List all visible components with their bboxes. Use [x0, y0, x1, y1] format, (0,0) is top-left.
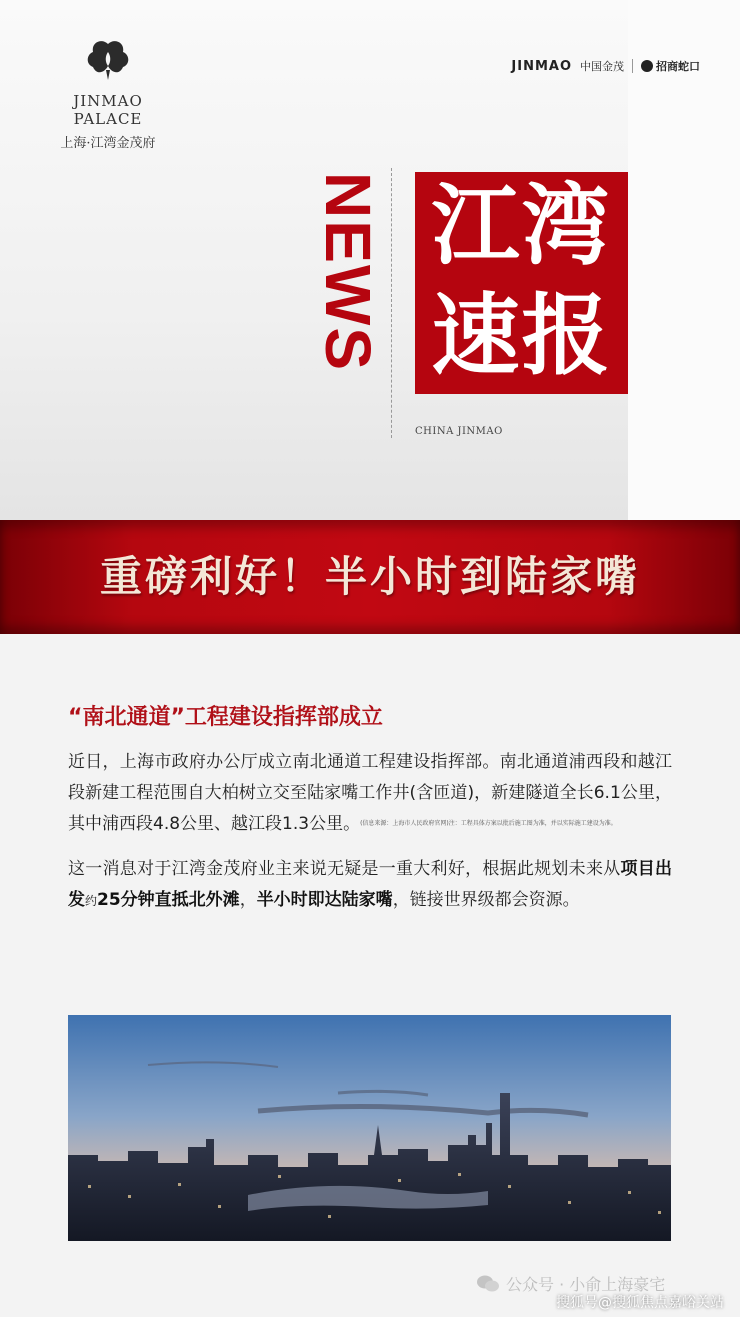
article-body [68, 700, 672, 917]
p2-b: 项目出发 [68, 859, 672, 910]
logo-divider [632, 59, 633, 73]
jinmao-wordmark: JINMAO [511, 58, 572, 74]
p2-c: 约 [85, 894, 98, 908]
news-text: NEWS [312, 172, 384, 372]
source-note: (信息来源：上海市人民政府官网)注：工程具体方案以批后施工图为准，并以实际施工建设为准。 [360, 820, 617, 827]
skyline-photo [68, 1015, 671, 1241]
title-line-2: 速报 [431, 284, 612, 387]
dashed-divider [391, 168, 392, 438]
cmk-logo [641, 58, 700, 74]
title-line-1: 江湾 [431, 174, 612, 277]
wechat-account: 公众号 · 小俞上海豪宅 [506, 1275, 666, 1294]
partner-logos [511, 58, 700, 74]
headline-banner [0, 520, 740, 634]
p2-a: 这一消息对于江湾金茂府业主来说无疑是一重大利好，根据此规划未来从 [68, 859, 621, 879]
section-title: “南北通道”工程建设指挥部成立 [68, 705, 383, 730]
wechat-icon [476, 1274, 500, 1294]
title-block [415, 172, 628, 394]
paragraph-1-text: 近日，上海市政府办公厅成立南北通道工程建设指挥部。南北通道浦西段和越江段新建工程范围自大柏树立交至陆家嘴工作井(含匝道)，新建隧道全长6.1公里，其中浦西段4.8公里、越江段1.3公里。 [68, 752, 672, 834]
p2-f: 半小时即达陆家嘴 [256, 890, 393, 910]
logo-english: JINMAO PALACE [73, 92, 143, 128]
news-vertical-label [312, 172, 384, 402]
cmk-text: 招商蛇口 [656, 60, 700, 73]
paragraph-1 [68, 747, 672, 840]
china-jinmao-caption: CHINA JINMAO [415, 426, 503, 437]
sohu-watermark: 搜狐号@搜狐焦点嘉峪关站 [556, 1295, 724, 1311]
headline-text: 重磅利好！半小时到陆家嘴 [99, 552, 640, 601]
logo-chinese: 上海·江湾金茂府 [60, 136, 156, 151]
p2-d: 25分钟直抵北外滩 [97, 890, 240, 910]
cmk-icon [641, 60, 653, 72]
china-jinmao-cn: 中国金茂 [580, 60, 624, 73]
p2-g: ，链接世界级都会资源。 [392, 890, 580, 910]
paragraph-2 [68, 854, 672, 917]
hero-right-panel [628, 172, 740, 394]
jinmao-palace-logo [38, 40, 178, 151]
orchid-icon [85, 40, 131, 80]
p2-e: ， [239, 890, 257, 910]
